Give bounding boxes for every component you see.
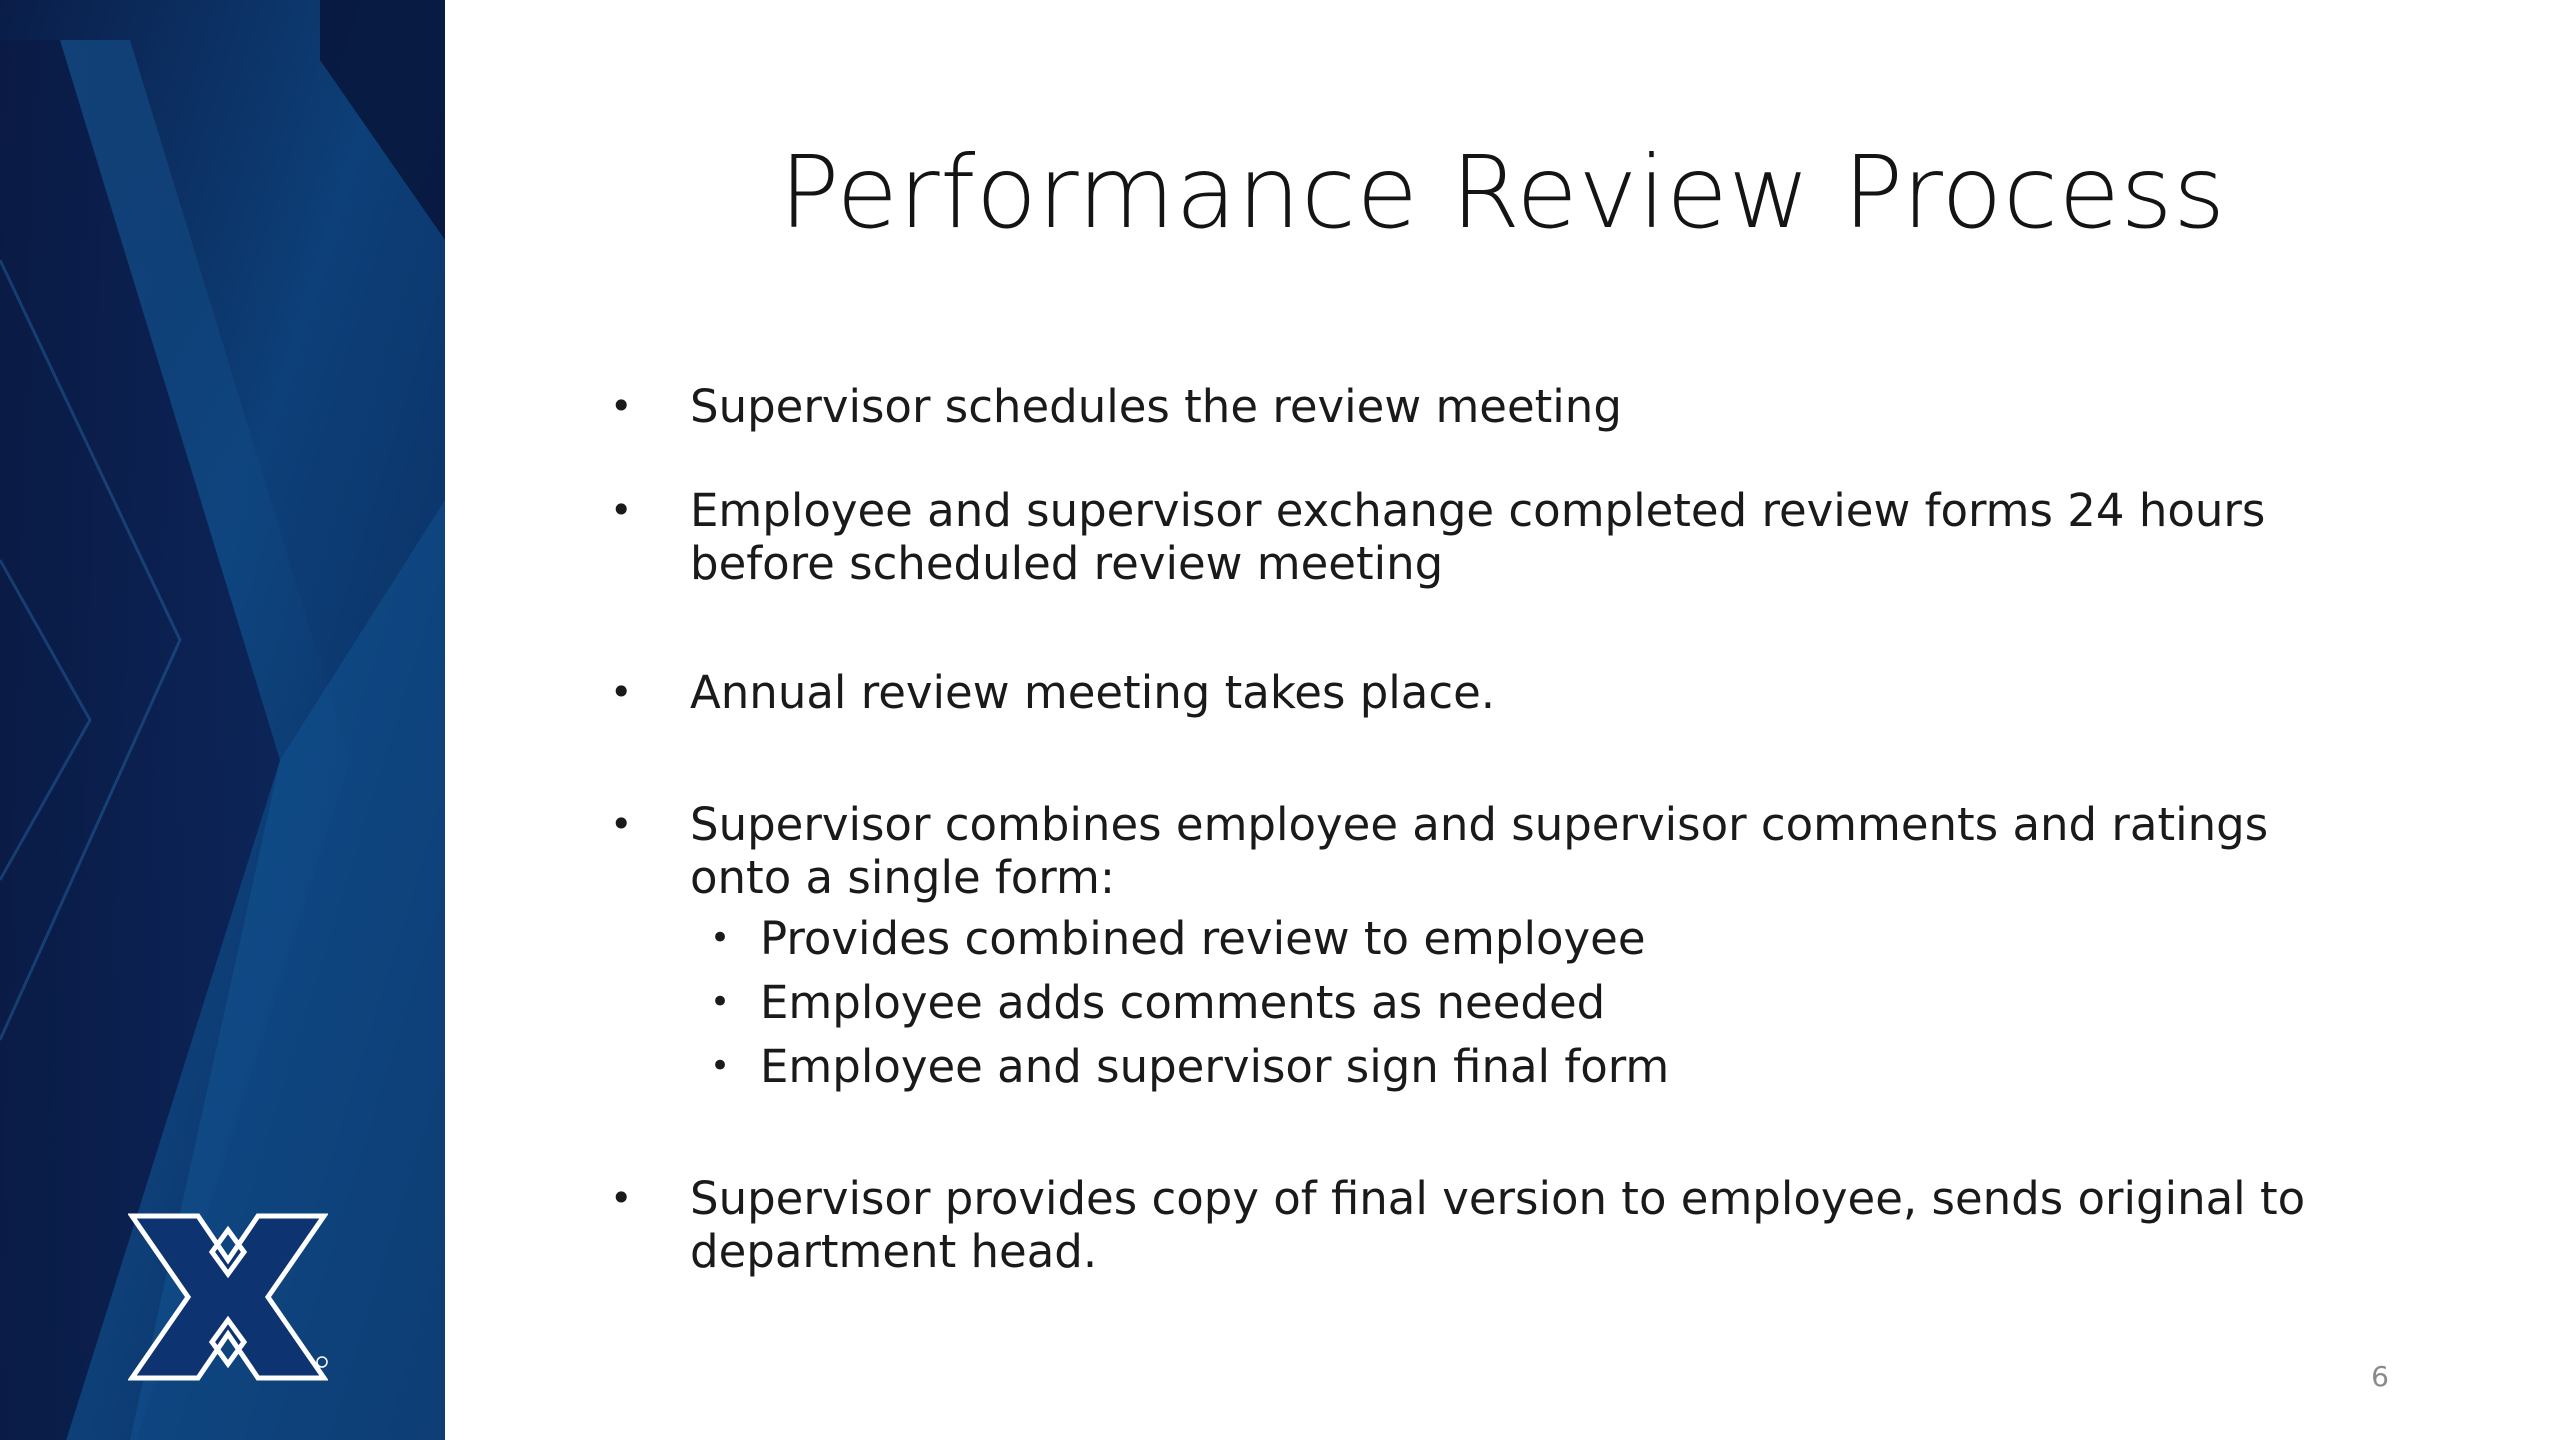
- bullet-text: Supervisor schedules the review meeting: [690, 380, 1622, 433]
- sub-bullet-text: Employee and supervisor sign final form: [760, 1040, 1670, 1093]
- bullet-dot: •: [610, 670, 633, 714]
- bullet-dot: •: [610, 802, 633, 846]
- sub-bullet-dot: •: [710, 982, 731, 1022]
- bullet-text: Supervisor provides copy of final version to employee, sends original to department head.: [690, 1172, 2306, 1278]
- page-number: 6: [2371, 1360, 2389, 1393]
- bullet-dot: •: [610, 488, 633, 532]
- bullet-dot: •: [610, 1176, 633, 1220]
- decorative-side-panel: [0, 0, 445, 1440]
- bullet-dot: •: [610, 384, 633, 428]
- sub-bullet-dot: •: [710, 918, 731, 958]
- bullet-text: Annual review meeting takes place.: [690, 666, 1496, 719]
- sub-bullet-text: Provides combined review to employee: [760, 912, 1646, 965]
- sub-bullet-dot: •: [710, 1046, 731, 1086]
- bullet-text: Supervisor combines employee and supervisor comments and ratings onto a single form:: [690, 798, 2269, 904]
- bullet-text: Employee and supervisor exchange completed review forms 24 hours before scheduled review meeting: [690, 484, 2266, 590]
- slide-title: Performance Review Process: [779, 134, 2226, 251]
- x-logo-icon: [128, 1212, 328, 1382]
- sub-bullet-text: Employee adds comments as needed: [760, 976, 1606, 1029]
